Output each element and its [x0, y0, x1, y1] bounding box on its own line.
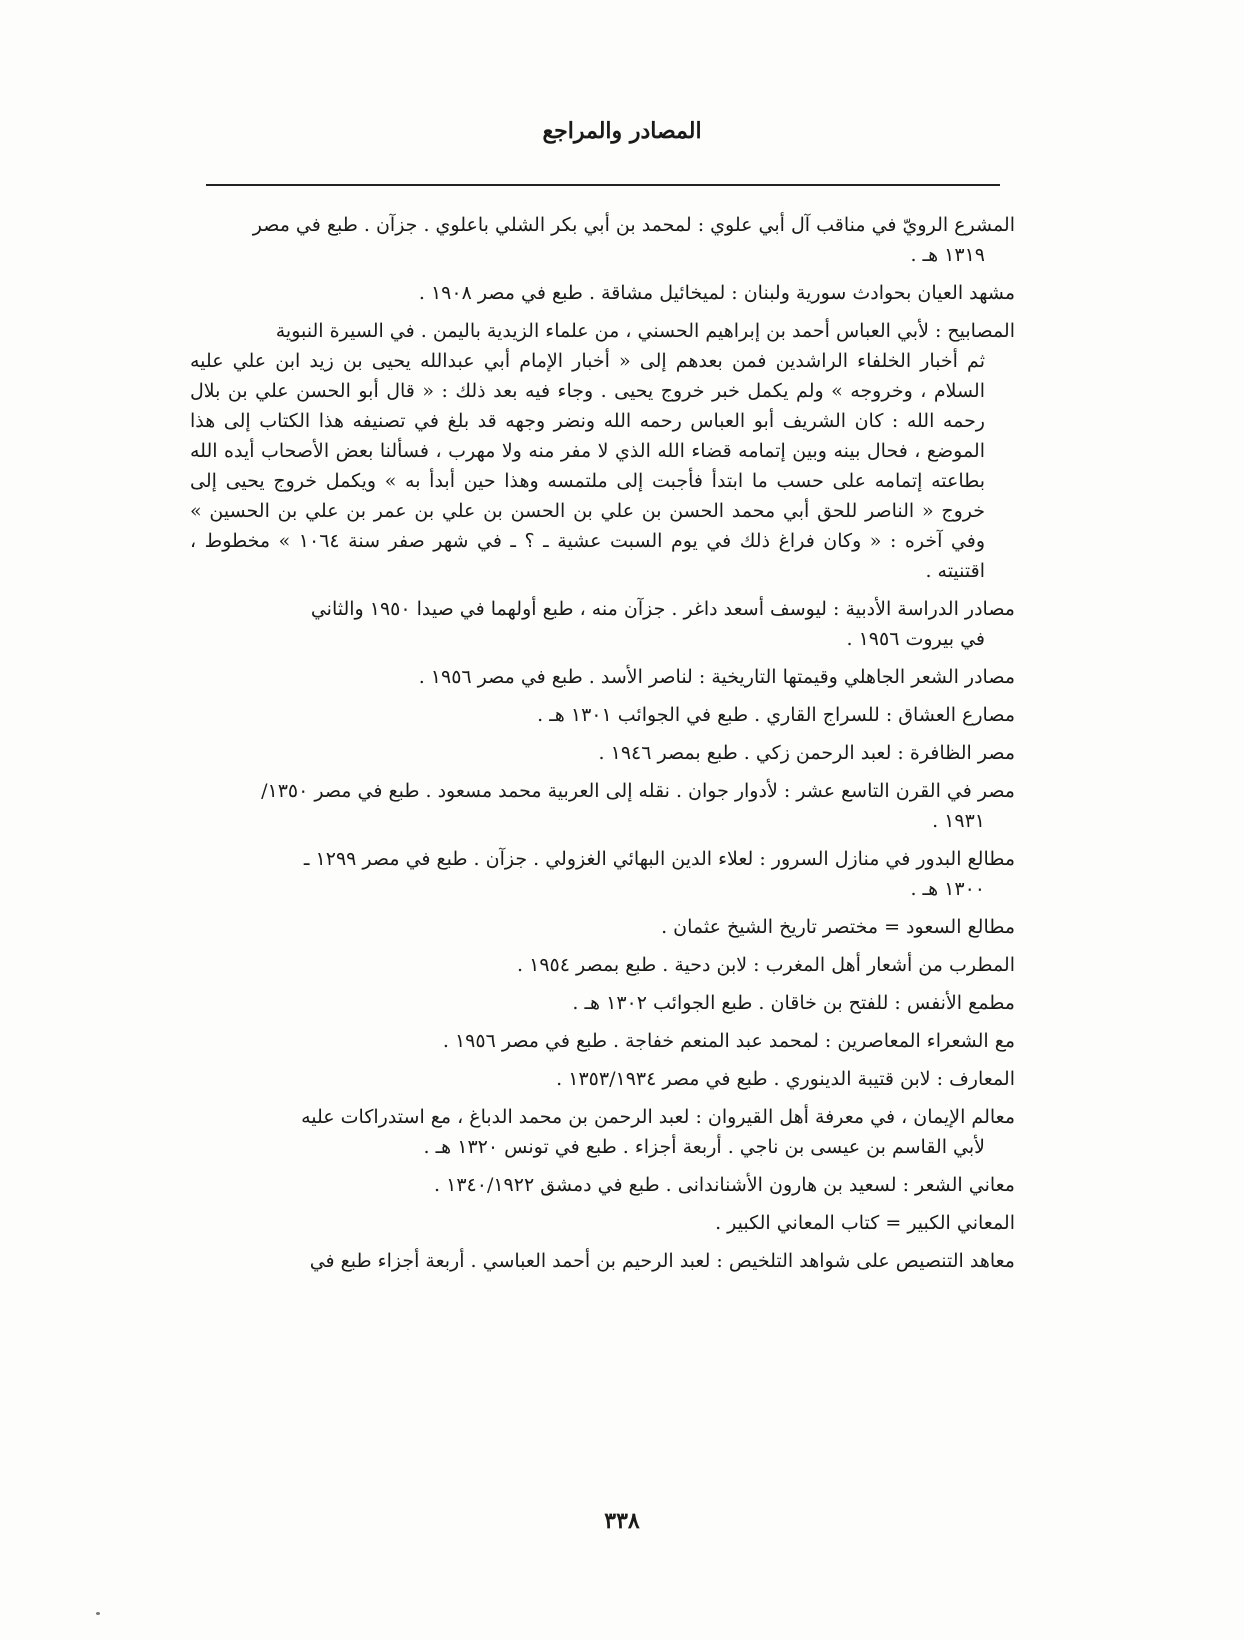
entry-first-line: معاني الشعر : لسعيد بن هارون الأشناندانى . طبع في دمشق ١٣٤٠/١٩٢٢ .: [434, 1174, 1015, 1196]
paper-speck: [96, 1612, 100, 1615]
bibliography-entry: [190, 738, 1015, 768]
bibliography-entry: [190, 1102, 1015, 1162]
entry-first-line: المطرب من أشعار أهل المغرب : لابن دحية . طبع بمصر ١٩٥٤ .: [517, 954, 1015, 976]
entry-continuation: ثم أخبار الخلفاء الراشدين فمن بعدهم إلى « أخبار الإمام أبي عبدالله يحيى بن زيد ابن علي عليه السلام ، وخروجه » ولم يكمل خبر خروج يحيى . وجاء فيه بعد ذلك : « قال أبو الحسن علي بن بلال رحمه الله : كان الشريف أبو العباس رحمه الله ونضر وجهه قد بلغ في تصنيفه هذا الكتاب إلى هذا الموضع ، فحال بينه وبين إتمامه قضاء الله الذي لا مفر منه ولا مهرب ، فسألنا بعض الأصحاب أيده الله بطاعته إتمامه على حسب ما ابتدأ فأجبت إلى ملتمسه وهذا حين أبدأ به » ويكمل خروج يحيى إلى خروج « الناصر للحق أبي محمد الحسن بن علي بن الحسن بن علي بن عمر بن علي بن الحسين » وفي آخره : « وكان فراغ ذلك في يوم السبت عشية ـ ؟ ـ في شهر صفر سنة ١٠٦٤ » مخطوط ، اقتنيته .: [190, 350, 985, 582]
bibliography-entry: [190, 210, 1015, 270]
bibliography-entry: [190, 1170, 1015, 1200]
bibliography-entry: [190, 912, 1015, 942]
entry-first-line: مصارع العشاق : للسراج القاري . طبع في الجوائب ١٣٠١ هـ .: [537, 704, 1015, 726]
entry-first-line: مطمع الأنفس : للفتح بن خاقان . طبع الجوائب ١٣٠٢ هـ .: [572, 992, 1015, 1014]
entry-first-line: مطالع البدور في منازل السرور : لعلاء الدين البهائي الغزولي . جزآن . طبع في مصر ١٢٩٩ ـ: [303, 848, 1015, 870]
bibliography-entry: [190, 950, 1015, 980]
bibliography-entry: [190, 278, 1015, 308]
bibliography-list: [190, 210, 1015, 1284]
bibliography-entry: [190, 1246, 1015, 1276]
entry-first-line: مصر الظافرة : لعبد الرحمن زكي . طبع بمصر ١٩٤٦ .: [598, 742, 1015, 764]
entry-first-line: معالم الإيمان ، في معرفة أهل القيروان : لعبد الرحمن بن محمد الدباغ ، مع استدراكات عليه: [301, 1106, 1015, 1128]
bibliography-entry: [190, 700, 1015, 730]
bibliography-entry: [190, 776, 1015, 836]
bibliography-entry: [190, 988, 1015, 1018]
entry-first-line: مطالع السعود = مختصر تاريخ الشيخ عثمان .: [661, 916, 1015, 938]
entry-first-line: مع الشعراء المعاصرين : لمحمد عبد المنعم خفاجة . طبع في مصر ١٩٥٦ .: [442, 1030, 1015, 1052]
bibliography-entry: [190, 316, 1015, 586]
entry-first-line: المعاني الكبير = كتاب المعاني الكبير .: [715, 1212, 1015, 1234]
entry-continuation: ١٣٠٠ هـ .: [910, 878, 985, 900]
entry-first-line: مصادر الشعر الجاهلي وقيمتها التاريخية : لناصر الأسد . طبع في مصر ١٩٥٦ .: [418, 666, 1015, 688]
bibliography-entry: [190, 844, 1015, 904]
page-number: ٣٣٨: [604, 1508, 640, 1534]
bibliography-entry: [190, 1208, 1015, 1238]
running-header: المصادر والمراجع: [542, 118, 702, 144]
entry-first-line: معاهد التنصيص على شواهد التلخيص : لعبد الرحيم بن أحمد العباسي . أربعة أجزاء طبع في: [309, 1250, 1015, 1272]
header-rule: [206, 184, 1000, 186]
entry-continuation: لأبي القاسم بن عيسى بن ناجي . أربعة أجزاء . طبع في تونس ١٣٢٠ هـ .: [423, 1136, 985, 1158]
entry-first-line: مصر في القرن التاسع عشر : لأدوار جوان . نقله إلى العربية محمد مسعود . طبع في مصر ١٣٥٠/: [261, 780, 1015, 802]
entry-first-line: مصادر الدراسة الأدبية : ليوسف أسعد داغر . جزآن منه ، طبع أولهما في صيدا ١٩٥٠ والثاني: [310, 598, 1015, 620]
bibliography-entry: [190, 1026, 1015, 1056]
entry-first-line: المشرع الرويّ في مناقب آل أبي علوي : لمحمد بن أبي بكر الشلي باعلوي . جزآن . طبع في مصر: [252, 214, 1015, 236]
entry-continuation: ١٩٣١ .: [932, 810, 985, 832]
entry-first-line: المصابيح : لأبي العباس أحمد بن إبراهيم الحسني ، من علماء الزيدية باليمن . في السيرة النبوية: [275, 320, 1015, 342]
entry-continuation: ١٣١٩ هـ .: [910, 244, 985, 266]
bibliography-entry: [190, 594, 1015, 654]
entry-first-line: مشهد العيان بحوادث سورية ولبنان : لميخائيل مشاقة . طبع في مصر ١٩٠٨ .: [418, 282, 1015, 304]
bibliography-entry: [190, 662, 1015, 692]
entry-first-line: المعارف : لابن قتيبة الدينوري . طبع في مصر ١٣٥٣/١٩٣٤ .: [556, 1068, 1015, 1090]
entry-continuation: في بيروت ١٩٥٦ .: [846, 628, 985, 650]
bibliography-entry: [190, 1064, 1015, 1094]
